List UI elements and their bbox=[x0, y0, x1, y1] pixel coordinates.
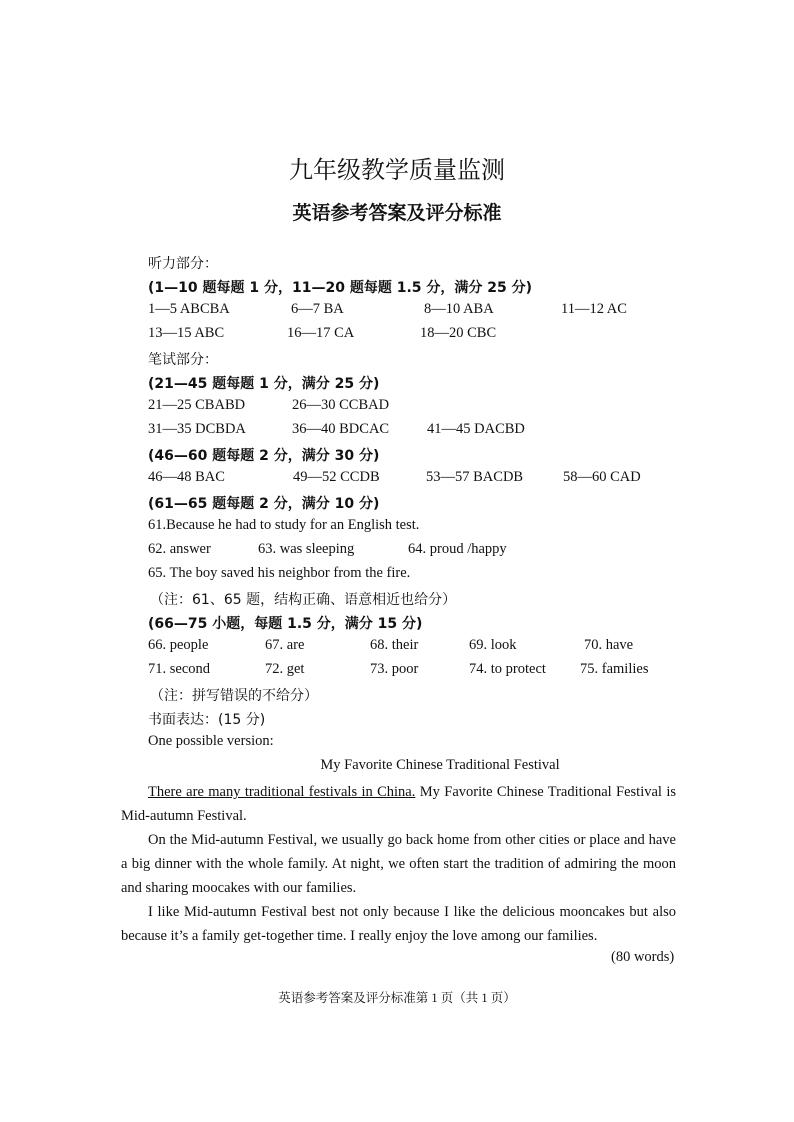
answer-group: 8—10 ABA bbox=[424, 301, 494, 317]
essay-title: My Favorite Chinese Traditional Festival bbox=[320, 757, 560, 773]
answer-group: 26—30 CCBAD bbox=[292, 397, 390, 413]
section-scoring: (46—60 题每题 2 分，满分 30 分) bbox=[148, 448, 380, 464]
answer-64: 64. proud /happy bbox=[408, 541, 507, 557]
answer-63: 63. was sleeping bbox=[258, 541, 355, 557]
answer-group: 67. are bbox=[265, 637, 305, 653]
answer-group: 21—25 CBABD bbox=[148, 397, 246, 413]
answer-group: 69. look bbox=[469, 637, 517, 653]
answer-group: 13—15 ABC bbox=[148, 325, 225, 341]
answer-group: 66. people bbox=[148, 637, 209, 653]
page-title: 九年级教学质量监测 bbox=[289, 156, 505, 184]
page-subtitle: 英语参考答案及评分标准 bbox=[292, 202, 502, 224]
answer-group: 16—17 CA bbox=[287, 325, 355, 341]
answer-group: 72. get bbox=[265, 661, 305, 677]
page-footer: 英语参考答案及评分标准第 1 页（共 1 页） bbox=[278, 991, 516, 1005]
answer-group: 73. poor bbox=[370, 661, 419, 677]
answer-65: 65. The boy saved his neighbor from the fire. bbox=[148, 565, 411, 581]
answer-group: 71. second bbox=[148, 661, 211, 677]
essay-paragraph-1 bbox=[121, 780, 676, 828]
word-count: (80 words) bbox=[611, 949, 675, 965]
listening-scoring: (1—10 题每题 1 分，11—20 题每题 1.5 分，满分 25 分) bbox=[148, 280, 533, 296]
answer-group: 74. to protect bbox=[469, 661, 546, 677]
essay-underlined-sentence: There are many traditional festivals in China. bbox=[148, 784, 416, 800]
scoring-note: （注：61、65 题，结构正确、语意相近也给分） bbox=[150, 592, 457, 608]
answer-group: 49—52 CCDB bbox=[293, 469, 380, 485]
answer-group: 1—5 ABCBA bbox=[148, 301, 230, 317]
section-scoring: (61—65 题每题 2 分，满分 10 分) bbox=[148, 496, 380, 512]
answer-group: 6—7 BA bbox=[291, 301, 344, 317]
answer-group: 46—48 BAC bbox=[148, 469, 225, 485]
essay-paragraph-2: On the Mid-autumn Festival, we usually go back home from other cities or place and have a big dinner with the whole family. At night, we often start the tradition of admiring the moon and sharing moocakes with our families. bbox=[121, 832, 676, 896]
answer-group: 41—45 DACBD bbox=[427, 421, 525, 437]
written-label: 笔试部分： bbox=[148, 352, 218, 368]
answer-group: 31—35 DCBDA bbox=[148, 421, 246, 437]
answer-61: 61.Because he had to study for an English test. bbox=[148, 517, 420, 533]
section-scoring: (66—75 小题，每题 1.5 分，满分 15 分) bbox=[148, 616, 423, 632]
writing-label: 书面表达：(15 分) bbox=[148, 712, 266, 728]
answer-group: 75. families bbox=[580, 661, 649, 677]
answer-group: 68. their bbox=[370, 637, 419, 653]
listening-label: 听力部分： bbox=[148, 256, 218, 272]
essay-paragraph-3: I like Mid-autumn Festival best not only because I like the delicious mooncakes but also because it’s a family get-together time. I really enjoy the love among our families. bbox=[121, 904, 676, 944]
scoring-note: （注：拼写错误的不给分） bbox=[150, 688, 318, 704]
answer-group: 70. have bbox=[584, 637, 634, 653]
answer-62: 62. answer bbox=[148, 541, 211, 557]
answer-group: 36—40 BDCAC bbox=[292, 421, 390, 437]
answer-group: 53—57 BACDB bbox=[426, 469, 524, 485]
answer-group: 18—20 CBC bbox=[420, 325, 497, 341]
writing-intro: One possible version: bbox=[148, 733, 274, 749]
answer-group: 11—12 AC bbox=[561, 301, 627, 317]
answer-group: 58—60 CAD bbox=[563, 469, 641, 485]
essay-sentence: My Favorite Chinese Traditional Festival is Mid-autumn Festival. bbox=[121, 784, 676, 824]
section-scoring: (21—45 题每题 1 分，满分 25 分) bbox=[148, 376, 380, 392]
